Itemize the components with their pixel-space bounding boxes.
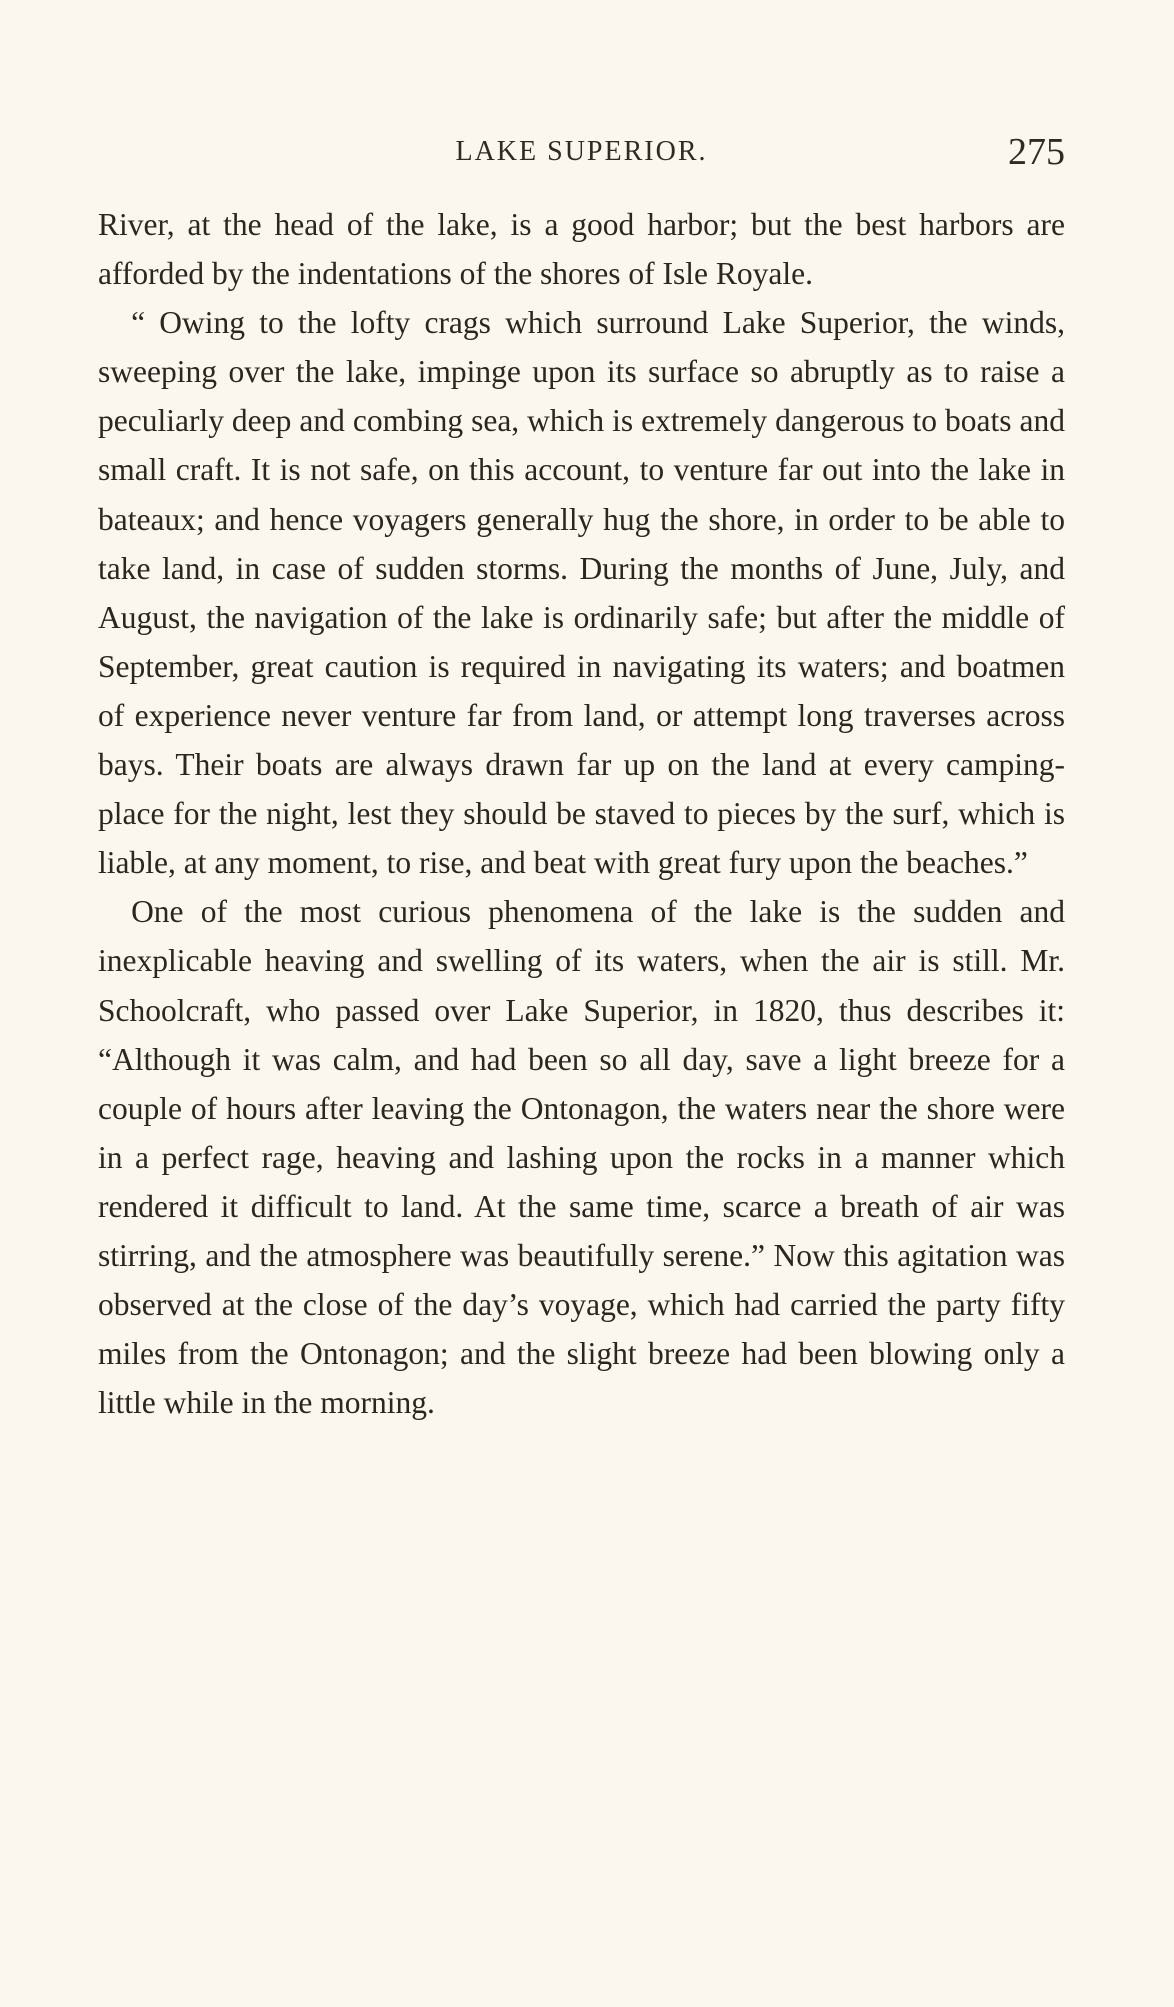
paragraph-continuation: River, at the head of the lake, is a good harbor; but the best harbors are afforded by the indentations of the shores of Isle Royale. — [98, 207, 1065, 292]
running-head — [98, 132, 1065, 172]
page-number: 275 — [1008, 131, 1065, 173]
running-title: LAKE SUPERIOR. — [455, 136, 708, 167]
body-text — [98, 200, 1065, 1427]
paragraph-phenomena: One of the most curious phenomena of the lake is the sudden and inexplicable heaving and swelling of its waters, when the air is still. Mr. Schoolcraft, who passed over Lake Superior, in 1820, thus describes it: “Although it was calm, and had been so all day, save a light breeze for a couple of hours after leaving the Ontonagon, the waters near the shore were in a perfect rage, heaving and lashing upon the rocks in a manner which rendered it difficult to land. At the same time, scarce a breath of air was stirring, and the atmosphere was beautifully serene.” Now this agitation was observed at the close of the day’s voyage, which had carried the party fifty miles from the Ontonagon; and the slight breeze had been blowing only a little while in the morning. — [98, 894, 1065, 1421]
paragraph-quotation: “ Owing to the lofty crags which surround Lake Superior, the winds, sweeping over the lake, impinge upon its surface so abruptly as to raise a peculiarly deep and combing sea, which is extremely dangerous to boats and small craft. It is not safe, on this account, to venture far out into the lake in bateaux; and hence voyagers generally hug the shore, in order to be able to take land, in case of sudden storms. During the months of June, July, and August, the navigation of the lake is ordinarily safe; but after the middle of September, great caution is required in navigating its waters; and boatmen of experience never venture far from land, or attempt long traverses across bays. Their boats are always drawn far up on the land at every camping-place for the night, lest they should be staved to pieces by the surf, which is liable, at any moment, to rise, and beat with great fury upon the beaches.” — [98, 305, 1065, 881]
